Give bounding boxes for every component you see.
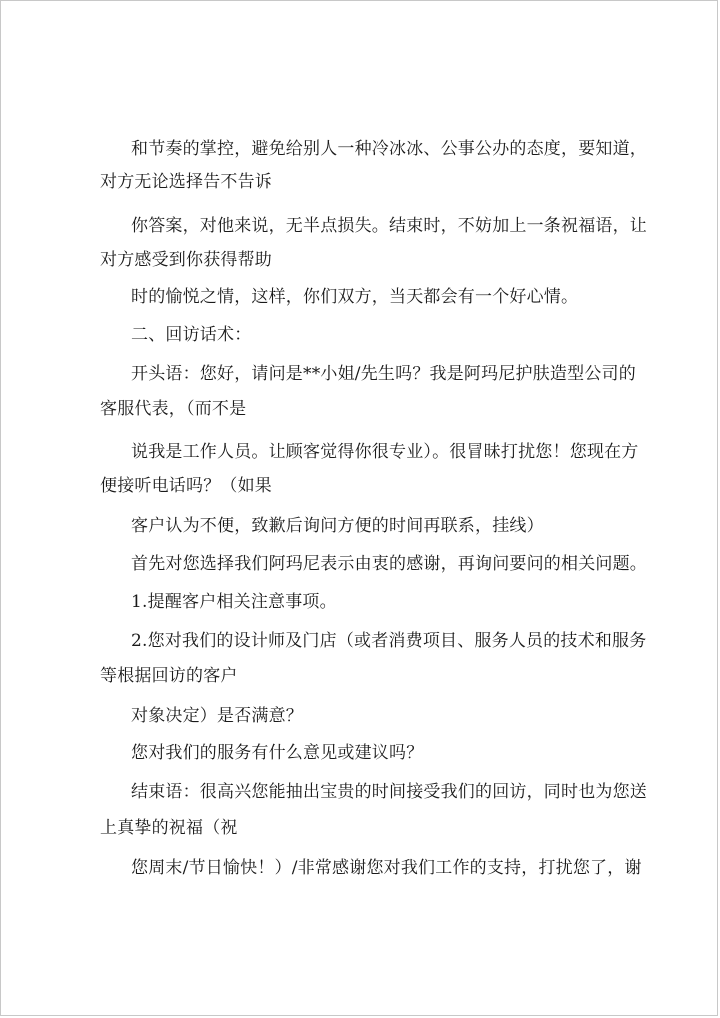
- text-line: 对方感受到你获得帮助: [100, 250, 272, 270]
- text-line: 上真挚的祝福（祝: [100, 818, 238, 838]
- text-line: 您对我们的服务有什么意见或建议吗？: [131, 743, 424, 763]
- text-line: 开头语：您好，请问是**小姐/先生吗？我是阿玛尼护肤造型公司的: [131, 364, 636, 384]
- text-line: 客户认为不便，致歉后询问方便的时间再联系，挂线）: [131, 516, 544, 536]
- section-heading: 二、回访话术：: [131, 325, 252, 345]
- text-line: 说我是工作人员。让顾客觉得你很专业）。很冒昧打扰您！您现在方: [131, 442, 639, 462]
- text-line: 您周末/节日愉快！）/非常感谢您对我们工作的支持，打扰您了，谢: [131, 858, 642, 878]
- text-line: 你答案，对他来说，无半点损失。结束时，不妨加上一条祝福语，让: [131, 216, 647, 236]
- text-line: 等根据回访的客户: [100, 666, 238, 686]
- list-item: 2.您对我们的设计师及门店（或者消费项目、服务人员的技术和服务: [131, 631, 647, 651]
- text-line: 便接听电话吗？（如果: [100, 476, 272, 496]
- text-line: 首先对您选择我们阿玛尼表示由衷的感谢，再询问要问的相关问题。: [131, 554, 647, 574]
- list-item: 1.提醒客户相关注意事项。: [131, 592, 337, 612]
- text-line: 对象决定）是否满意？: [131, 706, 303, 726]
- text-line: 和节奏的掌控，避免给别人一种冷冰冰、公事公办的态度，要知道，: [131, 139, 647, 159]
- text-line: 客服代表，（而不是: [100, 399, 247, 419]
- text-line: 对方无论选择告不告诉: [100, 172, 272, 192]
- text-line: 时的愉悦之情，这样，你们双方，当天都会有一个好心情。: [131, 287, 579, 307]
- text-line: 结束语：很高兴您能抽出宝贵的时间接受我们的回访，同时也为您送: [131, 782, 647, 802]
